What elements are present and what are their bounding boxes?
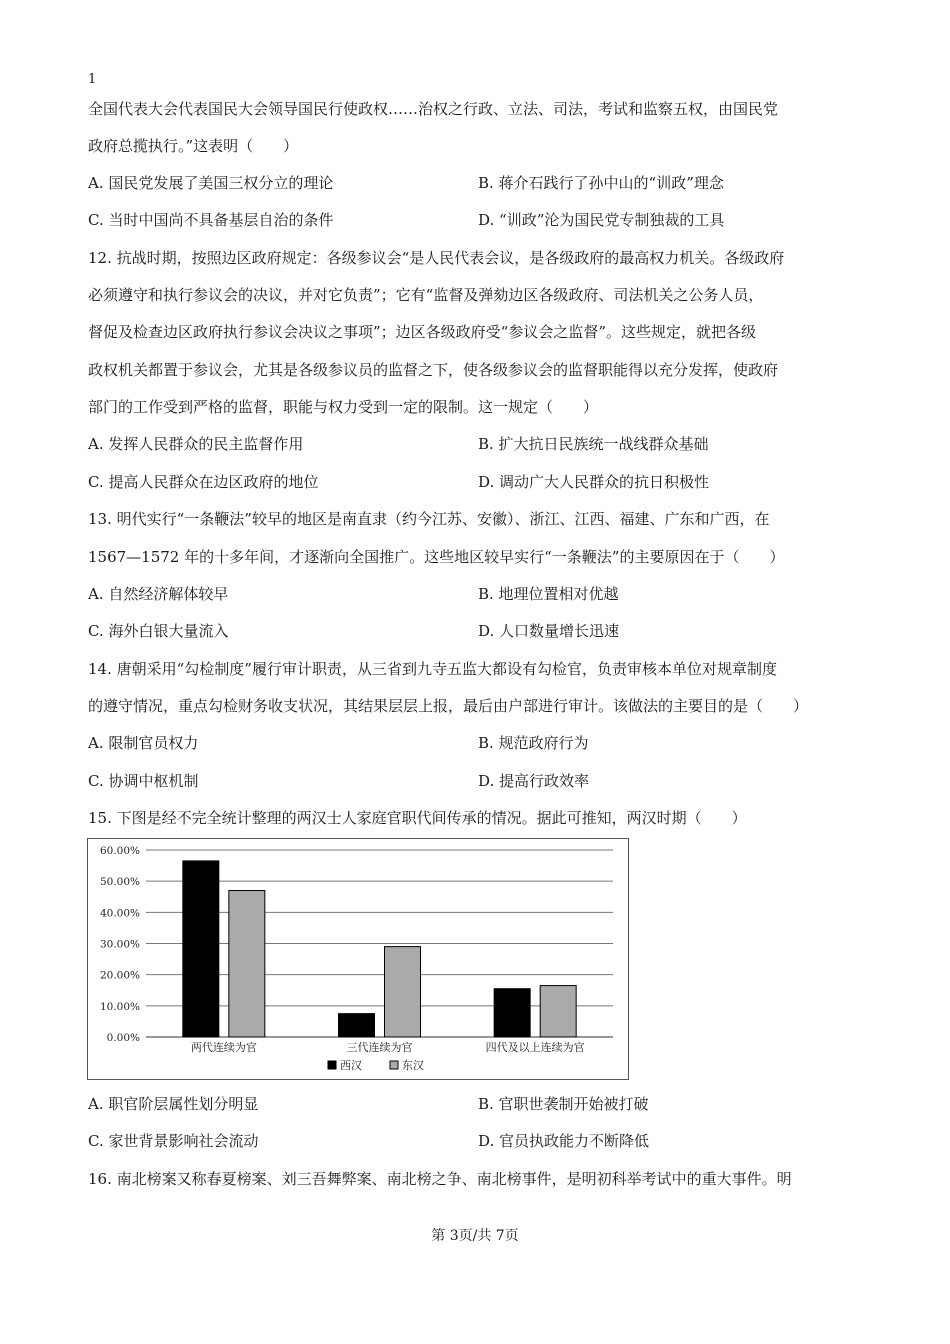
q11-option-d: D. “训政”沦为国民党专制独裁的工具 [478,211,725,229]
q12-option-c: C. 提高人民群众在边区政府的地位 [88,473,319,491]
bar-series1 [339,1014,375,1037]
q13-option-a: A. 自然经济解体较早 [88,585,229,603]
q14-option-a: A. 限制官员权力 [88,734,199,752]
q11-option-b: B. 蒋介石践行了孙中山的“训政”理念 [478,174,724,192]
q11-line-2: 政府总揽执行。”这表明（ ） [88,137,299,155]
q13-option-b: B. 地理位置相对优越 [478,585,619,603]
q14-option-b: B. 规范政府行为 [478,734,589,752]
q15-option-b: B. 官职世袭制开始被打破 [478,1095,649,1113]
q11-option-c: C. 当时中国尚不具备基层自治的条件 [88,211,334,229]
q12-line-2: 必须遵守和执行参议会的决议，并对它负责”；它有“监督及弹劾边区各级政府、司法机关之公务人员， [88,286,764,304]
y-tick-label: 20.00% [99,969,140,982]
q12-option-d: D. 调动广大人民群众的抗日积极性 [478,473,710,491]
bar-series2 [385,947,421,1037]
bar-chart [87,838,629,1080]
q12-option-a: A. 发挥人民群众的民主监督作用 [88,435,304,453]
q13-option-c: C. 海外白银大量流入 [88,622,229,640]
q15-line-1: 15. 下图是经不完全统计整理的两汉士人家庭官职代间传承的情况。据此可推知，两汉时期（ ） [88,809,747,827]
x-category-label: 三代连续为官 [346,1041,413,1054]
legend-label: 东汉 [402,1059,424,1072]
y-tick-label: 40.00% [99,907,140,920]
y-tick-label: 0.00% [106,1032,140,1044]
q12-line-4: 政权机关都置于参议会，尤其是各级参议员的监督之下，使各级参议会的监督职能得以充分发挥，使政府 [88,361,779,379]
bar-series2 [540,986,576,1037]
q14-option-d: D. 提高行政效率 [478,772,590,790]
q12-option-b: B. 扩大抗日民族统一战线群众基础 [478,435,709,453]
q12-line-5: 部门的工作受到严格的监督，职能与权力受到一定的限制。这一规定（ ） [88,398,599,416]
bar-series1 [494,989,530,1037]
q13-line-1: 13. 明代实行“一条鞭法”较早的地区是南直隶（约今江苏、安徽）、浙江、江西、福建、广东和广西，在 [88,510,770,528]
q16-line-1: 16. 南北榜案又称春夏榜案、刘三吾舞弊案、南北榜之争、南北榜事件，是明初科举考试中的重大事件。明 [88,1170,792,1188]
q14-line-2: 的遵守情况，重点勾检财务收支状况，其结果层层上报，最后由户部进行审计。该做法的主要目的是（ ） [88,697,809,715]
q13-option-d: D. 人口数量增长迅速 [478,622,620,640]
x-category-label: 两代连续为官 [190,1041,257,1054]
y-tick-label: 30.00% [99,938,140,951]
q14-option-c: C. 协调中枢机制 [88,772,199,790]
page-footer: 第 3页/共 7页 [431,1228,519,1244]
legend-swatch [390,1061,398,1069]
q15-option-d: D. 官员执政能力不断降低 [478,1132,650,1150]
y-tick-label: 10.00% [99,1000,140,1013]
q12-line-1: 12. 抗战时期，按照边区政府规定：各级参议会“是人民代表会议，是各级政府的最高权力机关。各级政府 [88,249,785,267]
bar-series2 [229,891,265,1037]
q15-option-a: A. 职官阶层属性划分明显 [88,1095,259,1113]
q11-line-1: 全国代表大会代表国民大会领导国民行使政权……治权之行政、立法、司法，考试和监察五权，由国民党 [88,100,779,118]
bar-series1 [183,861,219,1037]
page-mark: 1 [88,72,97,87]
q11-option-a: A. 国民党发展了美国三权分立的理论 [88,174,334,192]
x-category-label: 四代及以上连续为官 [485,1041,585,1054]
y-tick-label: 50.00% [99,876,140,889]
bar-chart-svg [88,839,630,1081]
q12-line-3: 督促及检查边区政府执行参议会决议之事项”；边区各级政府受“参议会之监督”。这些规定，就把各级 [88,323,757,341]
q15-option-c: C. 家世背景影响社会流动 [88,1132,259,1150]
legend-swatch [328,1061,336,1069]
q13-line-2: 1567—1572 年的十多年间，才逐渐向全国推广。这些地区较早实行“一条鞭法”的主要原因在于（ ） [88,548,785,566]
q14-line-1: 14. 唐朝采用“勾检制度”履行审计职责，从三省到九寺五监大都设有勾检官，负责审核本单位对规章制度 [88,660,777,678]
y-tick-label: 60.00% [99,845,140,857]
legend-label: 西汉 [340,1059,362,1072]
